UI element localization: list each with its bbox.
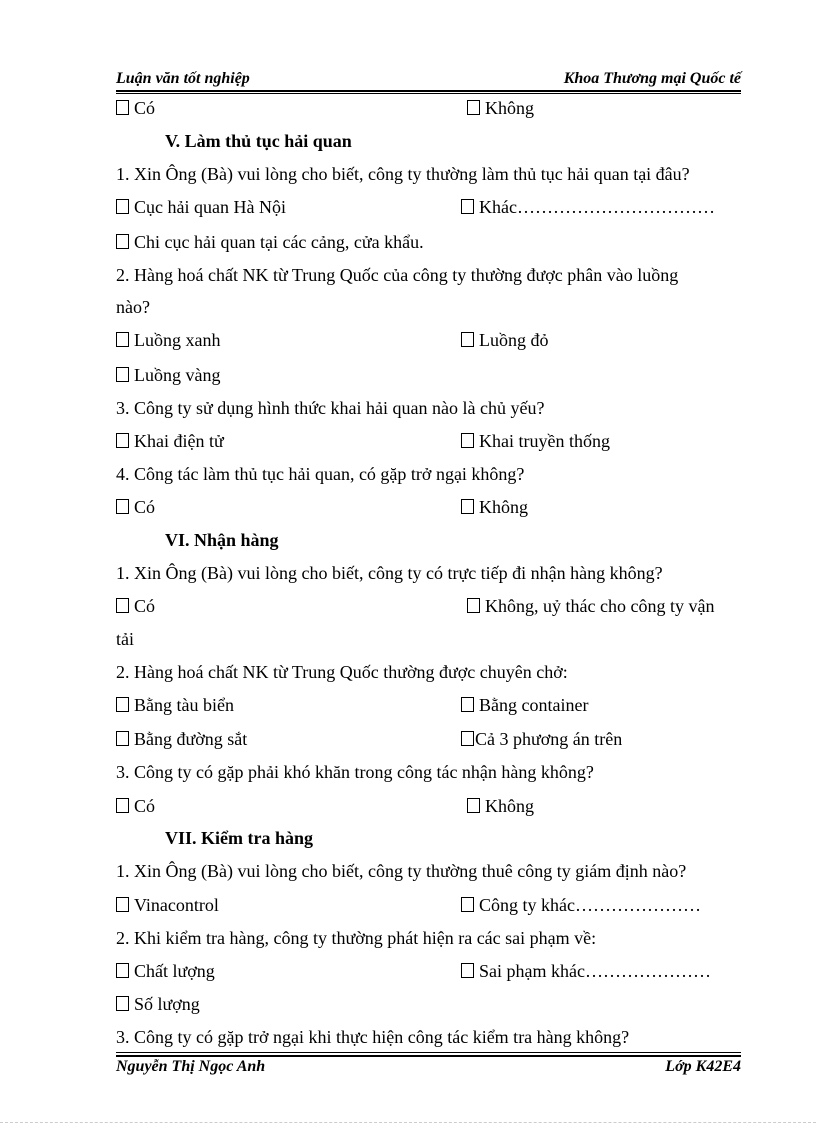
header-right: Khoa Thương mại Quốc tế — [563, 70, 741, 87]
checkbox-option[interactable]: Có — [116, 595, 155, 617]
checkbox-icon[interactable] — [116, 199, 129, 214]
question-text: 3. Công ty có gặp phải khó khăn trong công tác nhận hàng không? — [116, 762, 594, 782]
section-heading: VII. Kiểm tra hàng — [165, 828, 313, 848]
checkbox-icon[interactable] — [116, 798, 129, 813]
question-text: 2. Hàng hoá chất NK từ Trung Quốc thường được chuyên chở: — [116, 662, 568, 682]
checkbox-option[interactable]: Có — [116, 97, 155, 119]
checkbox-option[interactable]: Chất lượng — [116, 960, 215, 982]
header-rule-thin — [116, 93, 741, 94]
checkbox-icon[interactable] — [467, 100, 480, 115]
checkbox-option[interactable]: Có — [116, 496, 155, 518]
checkbox-icon[interactable] — [461, 499, 474, 514]
header-left: Luận văn tốt nghiệp — [116, 70, 250, 87]
checkbox-option[interactable]: Số lượng — [116, 993, 200, 1015]
checkbox-option[interactable]: Không — [461, 496, 528, 518]
question-text: 2. Hàng hoá chất NK từ Trung Quốc của công ty thường được phân vào luồng — [116, 265, 679, 285]
checkbox-icon[interactable] — [116, 367, 129, 382]
checkbox-option[interactable]: Bằng tàu biển — [116, 694, 234, 716]
checkbox-icon[interactable] — [116, 598, 129, 613]
checkbox-option[interactable]: Có — [116, 795, 155, 817]
checkbox-option[interactable]: Khác…………………………… — [461, 196, 715, 218]
checkbox-icon[interactable] — [461, 199, 474, 214]
checkbox-option[interactable]: Bằng đường sắt — [116, 728, 247, 750]
checkbox-icon[interactable] — [116, 996, 129, 1011]
checkbox-icon[interactable] — [461, 897, 474, 912]
checkbox-option[interactable]: Cả 3 phương án trên — [461, 728, 622, 750]
question-text: 3. Công ty sử dụng hình thức khai hải quan nào là chủ yếu? — [116, 398, 545, 418]
checkbox-option[interactable]: Không, uỷ thác cho công ty vận — [467, 595, 714, 617]
question-text: 4. Công tác làm thủ tục hải quan, có gặp trở ngại không? — [116, 464, 525, 484]
footer-left: Nguyễn Thị Ngọc Anh — [116, 1058, 266, 1075]
checkbox-option[interactable]: Vinacontrol — [116, 894, 219, 916]
option-text-cont: tải — [116, 629, 134, 649]
checkbox-option[interactable]: Không — [467, 795, 534, 817]
checkbox-option[interactable]: Cục hải quan Hà Nội — [116, 196, 286, 218]
checkbox-icon[interactable] — [467, 598, 480, 613]
checkbox-option[interactable]: Khai điện tử — [116, 430, 224, 452]
checkbox-icon[interactable] — [116, 697, 129, 712]
checkbox-icon[interactable] — [467, 798, 480, 813]
header-rule — [116, 90, 741, 92]
checkbox-icon[interactable] — [461, 332, 474, 347]
question-text: 3. Công ty có gặp trở ngại khi thực hiện công tác kiểm tra hàng không? — [116, 1027, 630, 1047]
checkbox-icon[interactable] — [461, 697, 474, 712]
checkbox-icon[interactable] — [116, 499, 129, 514]
checkbox-option[interactable]: Không — [467, 97, 534, 119]
checkbox-icon[interactable] — [116, 433, 129, 448]
footer-rule-thin — [116, 1052, 741, 1053]
section-heading: V. Làm thủ tục hải quan — [165, 131, 352, 151]
question-text-cont: nào? — [116, 297, 150, 317]
checkbox-icon[interactable] — [116, 100, 129, 115]
checkbox-option[interactable]: Khai truyền thống — [461, 430, 610, 452]
question-text: 1. Xin Ông (Bà) vui lòng cho biết, công ty thường thuê công ty giám định nào? — [116, 861, 687, 881]
page-header — [116, 70, 741, 92]
checkbox-icon[interactable] — [116, 332, 129, 347]
checkbox-option[interactable]: Luồng vàng — [116, 364, 220, 386]
checkbox-option[interactable]: Luồng đỏ — [461, 329, 549, 351]
checkbox-icon[interactable] — [116, 897, 129, 912]
checkbox-option[interactable]: Sai phạm khác………………… — [461, 960, 711, 982]
checkbox-option[interactable]: Bằng container — [461, 694, 588, 716]
question-text: 2. Khi kiểm tra hàng, công ty thường phát hiện ra các sai phạm về: — [116, 928, 597, 948]
checkbox-icon[interactable] — [116, 234, 129, 249]
checkbox-option[interactable]: Chi cục hải quan tại các cảng, cửa khẩu. — [116, 231, 424, 253]
section-heading: VI. Nhận hàng — [165, 530, 279, 550]
question-text: 1. Xin Ông (Bà) vui lòng cho biết, công ty thường làm thủ tục hải quan tại đâu? — [116, 164, 690, 184]
page-footer — [116, 1058, 741, 1080]
checkbox-icon[interactable] — [116, 963, 129, 978]
footer-right: Lớp K42E4 — [665, 1058, 741, 1075]
question-text: 1. Xin Ông (Bà) vui lòng cho biết, công ty có trực tiếp đi nhận hàng không? — [116, 563, 663, 583]
checkbox-icon[interactable] — [461, 731, 474, 746]
checkbox-icon[interactable] — [461, 963, 474, 978]
checkbox-option[interactable]: Luồng xanh — [116, 329, 220, 351]
checkbox-icon[interactable] — [116, 731, 129, 746]
checkbox-icon[interactable] — [461, 433, 474, 448]
checkbox-option[interactable]: Công ty khác………………… — [461, 894, 701, 916]
footer-rule — [116, 1055, 741, 1057]
